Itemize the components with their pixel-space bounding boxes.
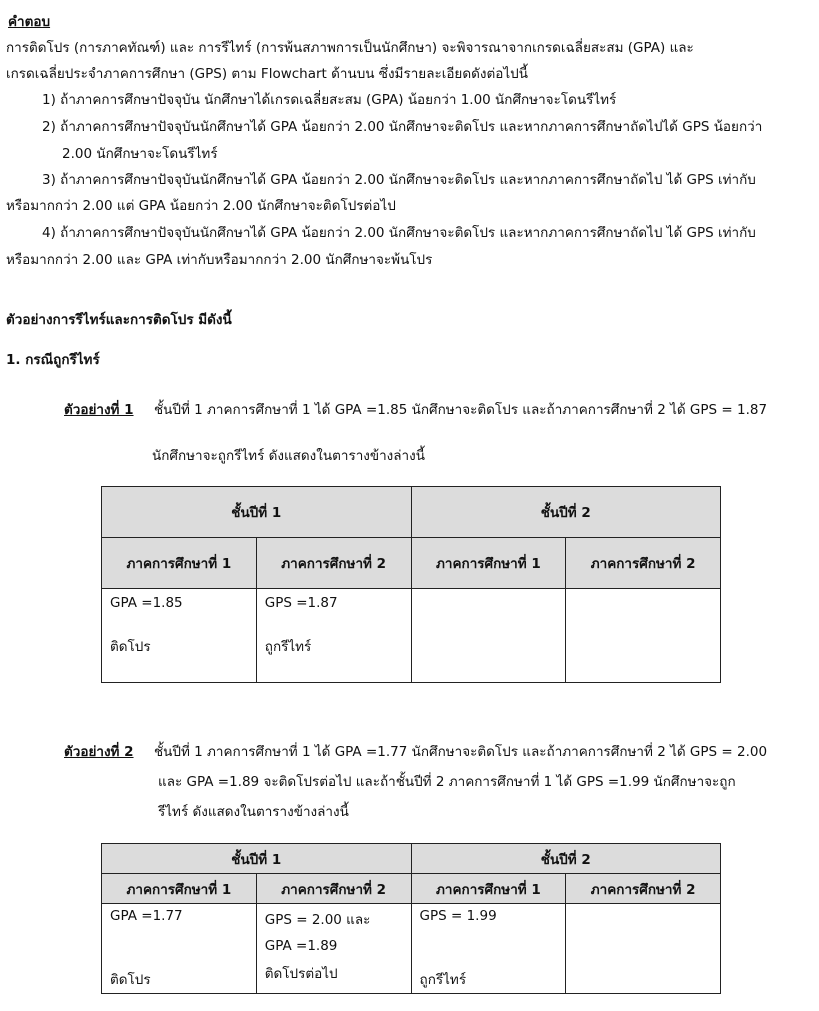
example-1-table [101, 486, 721, 683]
term-1-header: ภาคการศึกษาที่ 1 [411, 538, 566, 589]
answer-heading: คำตอบ [8, 14, 51, 30]
rule-4: 4) ถ้าภาคการศึกษาปัจจุบันนักศึกษาได้ GPA น้อยกว่า 2.00 นักศึกษาจะติดโปร และหากภาคการศึกษาถัดไป ได้ GPS เท่ากับ [42, 225, 756, 241]
table-cell [566, 589, 721, 683]
cell-value: GPS =1.87 [264, 595, 338, 611]
cell-value: GPS = 1.99 [419, 908, 497, 924]
rule-1: 1) ถ้าภาคการศึกษาปัจจุบัน นักศึกษาได้เกรดเฉลี่ยสะสม (GPA) น้อยกว่า 1.00 นักศึกษาจะโดนรีไทร์ [42, 92, 617, 108]
table-cell [102, 589, 257, 683]
term-2-header: ภาคการศึกษาที่ 2 [566, 874, 721, 904]
example-1-line-2: นักศึกษาจะถูกรีไทร์ ดังแสดงในตารางข้างล่างนี้ [152, 448, 425, 464]
rule-2-cont: 2.00 นักศึกษาจะโดนรีไทร์ [62, 146, 218, 162]
table-cell [256, 904, 411, 994]
year-1-header: ชั้นปีที่ 1 [102, 487, 412, 538]
rule-4-cont: หรือมากกว่า 2.00 และ GPA เท่ากับหรือมากกว่า 2.00 นักศึกษาจะพ้นโปร [6, 252, 433, 268]
term-2-header: ภาคการศึกษาที่ 2 [566, 538, 721, 589]
term-1-header: ภาคการศึกษาที่ 1 [411, 874, 566, 904]
term-1-header: ภาคการศึกษาที่ 1 [102, 538, 257, 589]
cell-value: GPA =1.89 [264, 938, 338, 954]
year-1-header: ชั้นปีที่ 1 [102, 844, 412, 874]
case-heading: 1. กรณีถูกรีไทร์ [6, 352, 100, 368]
table-cell [411, 589, 566, 683]
example-2-table [101, 843, 721, 994]
example-1-label: ตัวอย่างที่ 1 [64, 402, 134, 418]
examples-heading: ตัวอย่างการรีไทร์และการติดโปร มีดังนี้ [6, 312, 232, 328]
example-2-line-2: และ GPA =1.89 จะติดโปรต่อไป และถ้าชั้นปีที่ 2 ภาคการศึกษาที่ 1 ได้ GPS =1.99 นักศึกษาจะถูก [158, 774, 736, 790]
example-2-line-1: ชั้นปีที่ 1 ภาคการศึกษาที่ 1 ได้ GPA =1.77 นักศึกษาจะติดโปร และถ้าภาคการศึกษาที่ 2 ได้ GPS = 2.00 [154, 744, 768, 760]
rule-2: 2) ถ้าภาคการศึกษาปัจจุบันนักศึกษาได้ GPA น้อยกว่า 2.00 นักศึกษาจะติดโปร และหากภาคการศึกษาถัดไปได้ GPS น้อยกว่า [42, 119, 763, 135]
cell-status: ติดโปร [110, 639, 151, 655]
cell-value: GPA =1.77 [110, 908, 183, 924]
rule-3-cont: หรือมากกว่า 2.00 แต่ GPA น้อยกว่า 2.00 นักศึกษาจะติดโปรต่อไป [6, 198, 396, 214]
cell-status: ติดโปร [110, 972, 151, 988]
term-2-header: ภาคการศึกษาที่ 2 [256, 538, 411, 589]
example-2-line-3: รีไทร์ ดังแสดงในตารางข้างล่างนี้ [158, 804, 349, 820]
cell-value: GPS = 2.00 และ [264, 912, 371, 928]
example-2-label: ตัวอย่างที่ 2 [64, 744, 134, 760]
term-1-header: ภาคการศึกษาที่ 1 [102, 874, 257, 904]
year-2-header: ชั้นปีที่ 2 [411, 844, 720, 874]
year-2-header: ชั้นปีที่ 2 [411, 487, 720, 538]
cell-status: ติดโปรต่อไป [264, 966, 338, 982]
term-2-header: ภาคการศึกษาที่ 2 [256, 874, 411, 904]
cell-status: ถูกรีไทร์ [264, 639, 312, 655]
cell-value: GPA =1.85 [110, 595, 183, 611]
table-cell [566, 904, 721, 994]
intro-line-1: การติดโปร (การภาคทัณฑ์) และ การรีไทร์ (การพ้นสภาพการเป็นนักศึกษา) จะพิจารณาจากเกรดเฉลี่ยสะสม (GPA) และ [6, 40, 694, 56]
table-cell [411, 904, 566, 994]
cell-status: ถูกรีไทร์ [419, 972, 467, 988]
intro-line-2: เกรดเฉลี่ยประจำภาคการศึกษา (GPS) ตาม Flowchart ด้านบน ซึ่งมีรายละเอียดดังต่อไปนี้ [6, 66, 528, 82]
rule-3: 3) ถ้าภาคการศึกษาปัจจุบันนักศึกษาได้ GPA น้อยกว่า 2.00 นักศึกษาจะติดโปร และหากภาคการศึกษาถัดไป ได้ GPS เท่ากับ [42, 172, 756, 188]
table-cell [256, 589, 411, 683]
example-1-line-1: ชั้นปีที่ 1 ภาคการศึกษาที่ 1 ได้ GPA =1.85 นักศึกษาจะติดโปร และถ้าภาคการศึกษาที่ 2 ได้ GPS = 1.87 [154, 402, 768, 418]
table-cell [102, 904, 257, 994]
